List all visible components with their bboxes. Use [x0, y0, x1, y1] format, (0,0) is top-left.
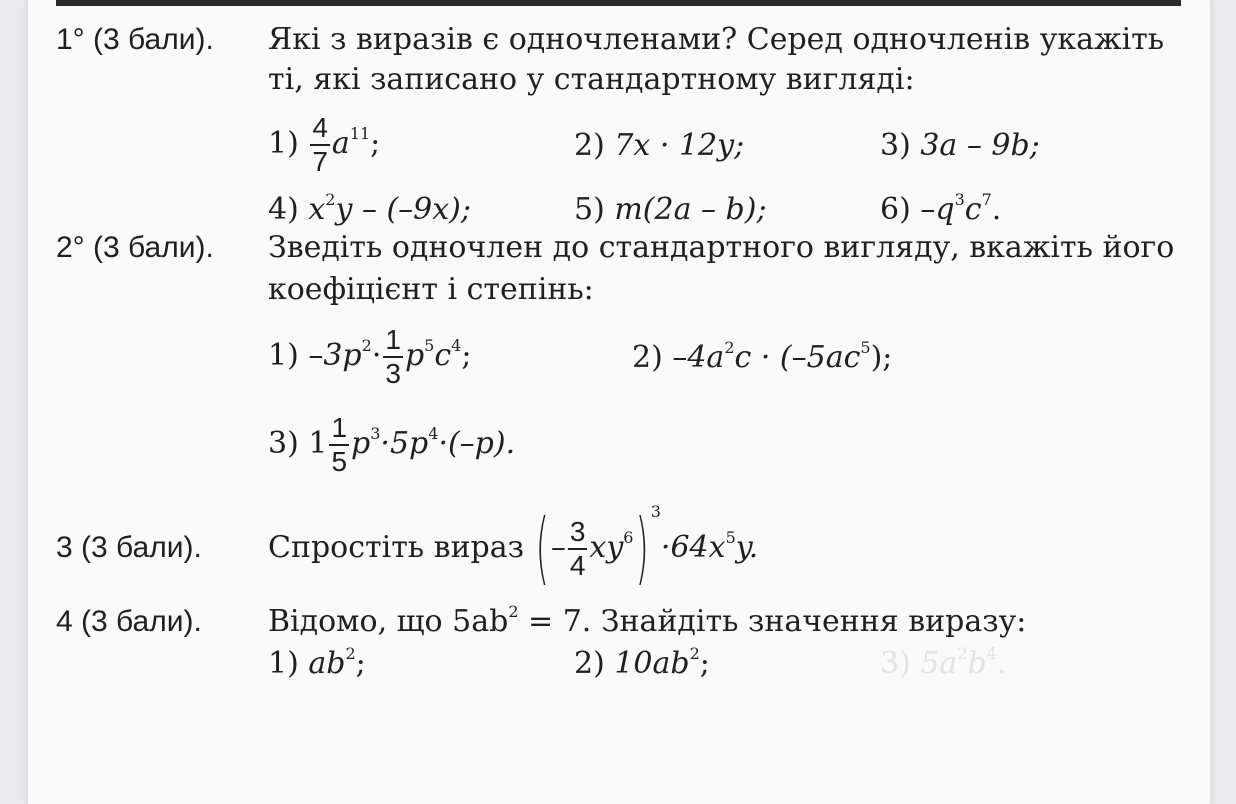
task-2-text-line1: Зведіть одночлен до стандартного вигляду, вкажіть його — [268, 230, 1175, 265]
task-2-item-2: 2) $-4a^2c \cdot (-5ac^5)$; — [632, 338, 893, 375]
task-4-item-3: 3) $5a^2b^4$. — [880, 644, 1007, 681]
task-1-item-1: 1) $\frac{4}{7}$ $a^{11}$; — [268, 112, 381, 177]
right-paren: ) — [635, 503, 649, 595]
task-1-item-2: 2) 7x · 12y; — [574, 128, 745, 163]
task-2-text-line2: коефіцієнт і степінь: — [268, 272, 594, 307]
task-1-item-6: 6) $-q^3c^7$. — [880, 190, 1002, 227]
worksheet-page — [28, 0, 1210, 804]
task-3-label: 3 (3 бали). — [56, 531, 202, 564]
task-4-item-2: 2) $10ab^2$; — [574, 644, 710, 681]
task-4-item-1: 1) $ab^2$; — [268, 644, 366, 681]
fraction: $\frac{1}{5}$ — [331, 412, 348, 477]
task-1-item-3: 3) 3a – 9b; — [880, 128, 1040, 163]
task-1-item-5: 5) m(2a – b); — [574, 192, 767, 227]
fraction: $\frac{1}{3}$ — [385, 324, 401, 389]
left-paren: ( — [535, 503, 549, 595]
fraction: $\frac{3}{4}$ — [569, 516, 586, 581]
task-4-text: Відомо, що $5ab^2 = 7$. Знайдіть значення виразу: — [268, 602, 1027, 639]
task-1-label: 1° (3 бали). — [56, 23, 214, 56]
top-rule — [56, 0, 1181, 6]
fraction: $\frac{4}{7}$ — [312, 112, 328, 177]
task-2-label: 2° (3 бали). — [56, 231, 214, 264]
task-1-item-4: 4) $x^2y - (-9x)$; — [268, 190, 471, 227]
task-1-text-line2: ті, які записано у стандартному вигляді: — [268, 62, 915, 97]
task-2-item-1: 1) $-3p^2\cdot$ $\frac{1}{3}$ $p^5c^4$; — [268, 324, 472, 389]
task-4-label: 4 (3 бали). — [56, 605, 202, 638]
task-1-text-line1: Які з виразів є одночленами? Серед одночленів укажіть — [268, 22, 1165, 57]
task-2-item-3: 3) 1 $\frac{1}{5}$ $p^3\cdot 5p^4\cdot(-p)$. — [268, 412, 516, 477]
task-3-expression: Спростіть вираз (– $\frac{3}{4}$ $xy^6$) $^3\cdot 64x^5y$. — [268, 498, 758, 599]
